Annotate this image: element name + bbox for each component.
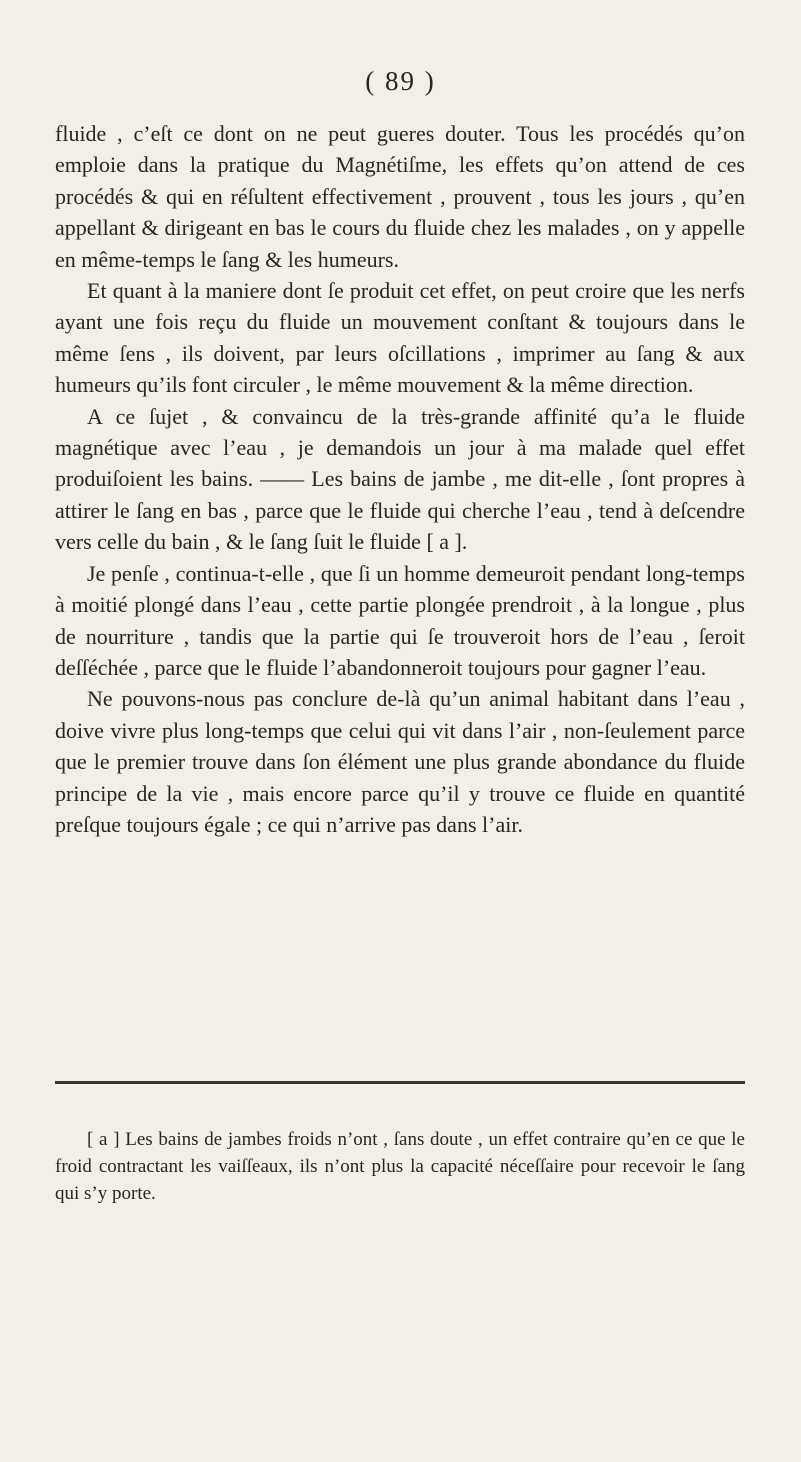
paragraph-baths: A ce ſujet , & convaincu de la très-grande affinité qu’a le fluide magnétique avec l’eau , je demandois un jour à ma malade quel effet produiſoient les bains. —— Les bains de jambe , me dit-elle , ſont propres à attirer le ſang en bas , parce que le fluide qui cherche l’eau , tend à deſcendre vers celle du bain , & le ſang ſuit le fluide [ a ]. bbox=[55, 403, 745, 555]
page-number: ( 89 ) bbox=[365, 66, 436, 96]
paragraph-aquatic-animal: Ne pouvons-nous pas conclure de-là qu’un animal habitant dans l’eau , doive vivre plus long-temps que celui qui vit dans l’air , non-ſeulement parce que le premier trouve dans ſon élément une plus grande abondance du fluide principe de la vie , mais encore parce qu’il y trouve ce fluide en quantité preſque toujours égale ; ce qui n’arrive pas dans l’air. bbox=[55, 686, 745, 837]
footnote-divider bbox=[55, 1081, 745, 1084]
paragraph-continuation: fluide , c’eſt ce dont on ne peut gueres douter. Tous les procédés qu’on emploie dans la pratique du Magnétiſme, les effets qu’on attend de ces procédés & qui en réſultent effectivement , prouvent , tous les jours , qu’en appellant & dirigeant en bas le cours du fluide chez les malades , on y appelle en même-temps le ſang & les humeurs. bbox=[55, 121, 745, 272]
paragraph-nerves: Et quant à la maniere dont ſe produit cet effet, on peut croire que les nerfs ayant une fois reçu du fluide un mouvement conſtant & toujours dans le même ſens , ils doivent, par leurs oſcillations , imprimer au ſang & aux humeurs qu’ils font circuler , le même mouvement & la même direction. bbox=[55, 278, 745, 398]
paragraph-immersion: Je penſe , continua-t-elle , que ſi un homme demeuroit pendant long-temps à moitié plongé dans l’eau , cette partie plongée prendroit , à la longue , plus de nourriture , tandis que la partie qui ſe trouveroit hors de l’eau , ſeroit deſſéchée , parce que le fluide l’abandonneroit toujours pour gagner l’eau. bbox=[55, 560, 745, 680]
footnote: [ a ] Les bains de jambes froids n’ont , ſans doute , un effet contraire qu’en ce que le froid contractant les vaiſſeaux, ils n’ont plus la capacité néceſſaire pour recevoir le ſang qui s’y porte. bbox=[55, 1129, 745, 1204]
body-text bbox=[55, 118, 745, 840]
